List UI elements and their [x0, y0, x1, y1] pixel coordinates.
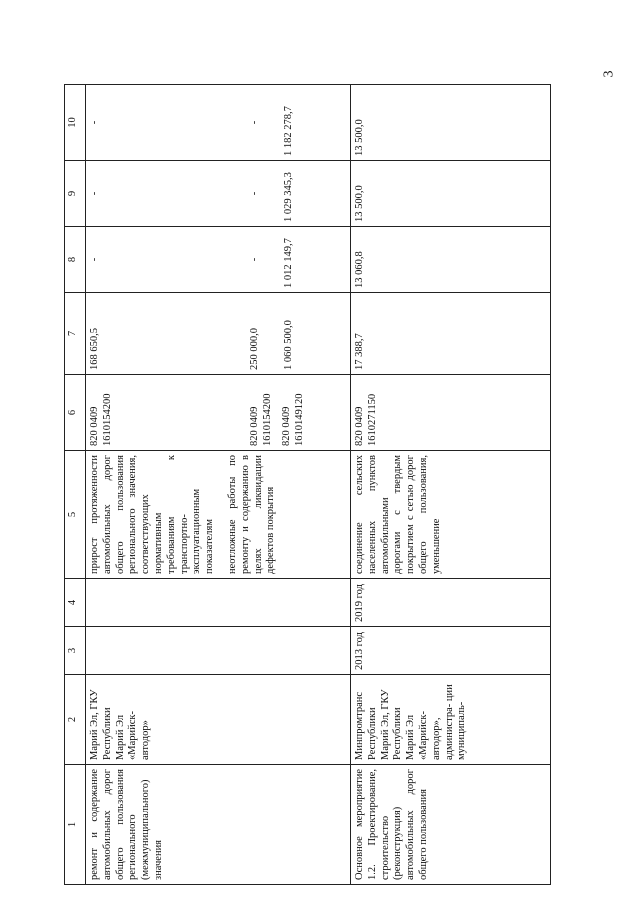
row1-col9-v3: 1 029 345,3 [283, 172, 294, 222]
header-cell-8: 8 [65, 227, 86, 293]
row1-col10 [86, 85, 351, 161]
row2-start-year: 2013 год [351, 627, 551, 675]
page-number: 3 [601, 70, 617, 78]
row1-col9-v2: - [249, 191, 260, 196]
header-cell-6: 6 [65, 375, 86, 451]
row1-col10-v2: - [249, 120, 260, 125]
row2-executor: Минпромтранс Республики Марий Эл, ГКУ Республики Марий Эл «Марийск- автодор», администра- ции муниципаль- [351, 675, 551, 765]
header-cell-10: 10 [65, 85, 86, 161]
header-cell-1: 1 [65, 765, 86, 885]
row1-col9-v1: - [89, 191, 100, 196]
row1-col7-v1: 168 650,5 [89, 328, 100, 370]
row1-start-year [86, 627, 351, 675]
header-row [65, 85, 86, 885]
row1-col8-v2: - [249, 257, 260, 262]
rotated-table-sheet [64, 85, 564, 885]
row1-results [86, 451, 351, 579]
header-cell-5: 5 [65, 451, 86, 579]
row1-col9 [86, 161, 351, 227]
row1-col10-v1: - [89, 120, 100, 125]
header-cell-7: 7 [65, 293, 86, 375]
table-row [351, 85, 551, 885]
row2-code: 820 0409 1610271150 [351, 375, 551, 451]
table-row [86, 85, 351, 885]
row1-col7-v3: 1 060 500,0 [283, 320, 294, 370]
row2-col9: 13 500,0 [351, 161, 551, 227]
row1-result-2: неотложные работы по ремонту и содержанию в целях ликвидации дефектов покрытия [226, 455, 277, 574]
row2-end-year: 2019 год [351, 579, 551, 627]
header-cell-3: 3 [65, 627, 86, 675]
row1-end-year [86, 579, 351, 627]
row2-col7: 17 388,7 [351, 293, 551, 375]
row1-codes [86, 375, 351, 451]
budget-table [64, 84, 551, 885]
header-cell-4: 4 [65, 579, 86, 627]
row1-code-3: 820 0409 1610149120 [281, 393, 305, 446]
row2-result: соединение сельских населенных пунктов автомобильными дорогами с твердым покрытием с сетью дорог общего пользования, уменьшение [351, 451, 551, 579]
row1-code-2: 820 0409 1610154200 [249, 393, 273, 446]
row2-col10: 13 500,0 [351, 85, 551, 161]
row1-col7-v2: 250 000,0 [249, 328, 260, 370]
row1-activity: ремонт и содержание автомобильных дорог общего пользования регионального (межмуниципального) значения [86, 765, 351, 885]
row1-col8-v3: 1 012 149,7 [283, 238, 294, 288]
row1-col10-v3: 1 182 278,7 [283, 106, 294, 156]
header-cell-2: 2 [65, 675, 86, 765]
row1-code-1: 820 0409 1610154200 [89, 393, 113, 446]
row1-result-1: прирост протяженности автомобильных дорог общего пользования регионального значения, соответствующих нормативным требованиям к транспортно- эксплуатационным показателям [89, 455, 216, 574]
row1-col7 [86, 293, 351, 375]
row1-executor: Марий Эл, ГКУ Республики Марий Эл «Марийск- автодор» [86, 675, 351, 765]
row2-activity: Основное мероприятие 1.2. Проектирование, строительство (реконструкция) автомобильных дорог общего пользования [351, 765, 551, 885]
row1-col8 [86, 227, 351, 293]
row1-col8-v1: - [89, 257, 100, 262]
row2-col8: 13 060,8 [351, 227, 551, 293]
header-cell-9: 9 [65, 161, 86, 227]
